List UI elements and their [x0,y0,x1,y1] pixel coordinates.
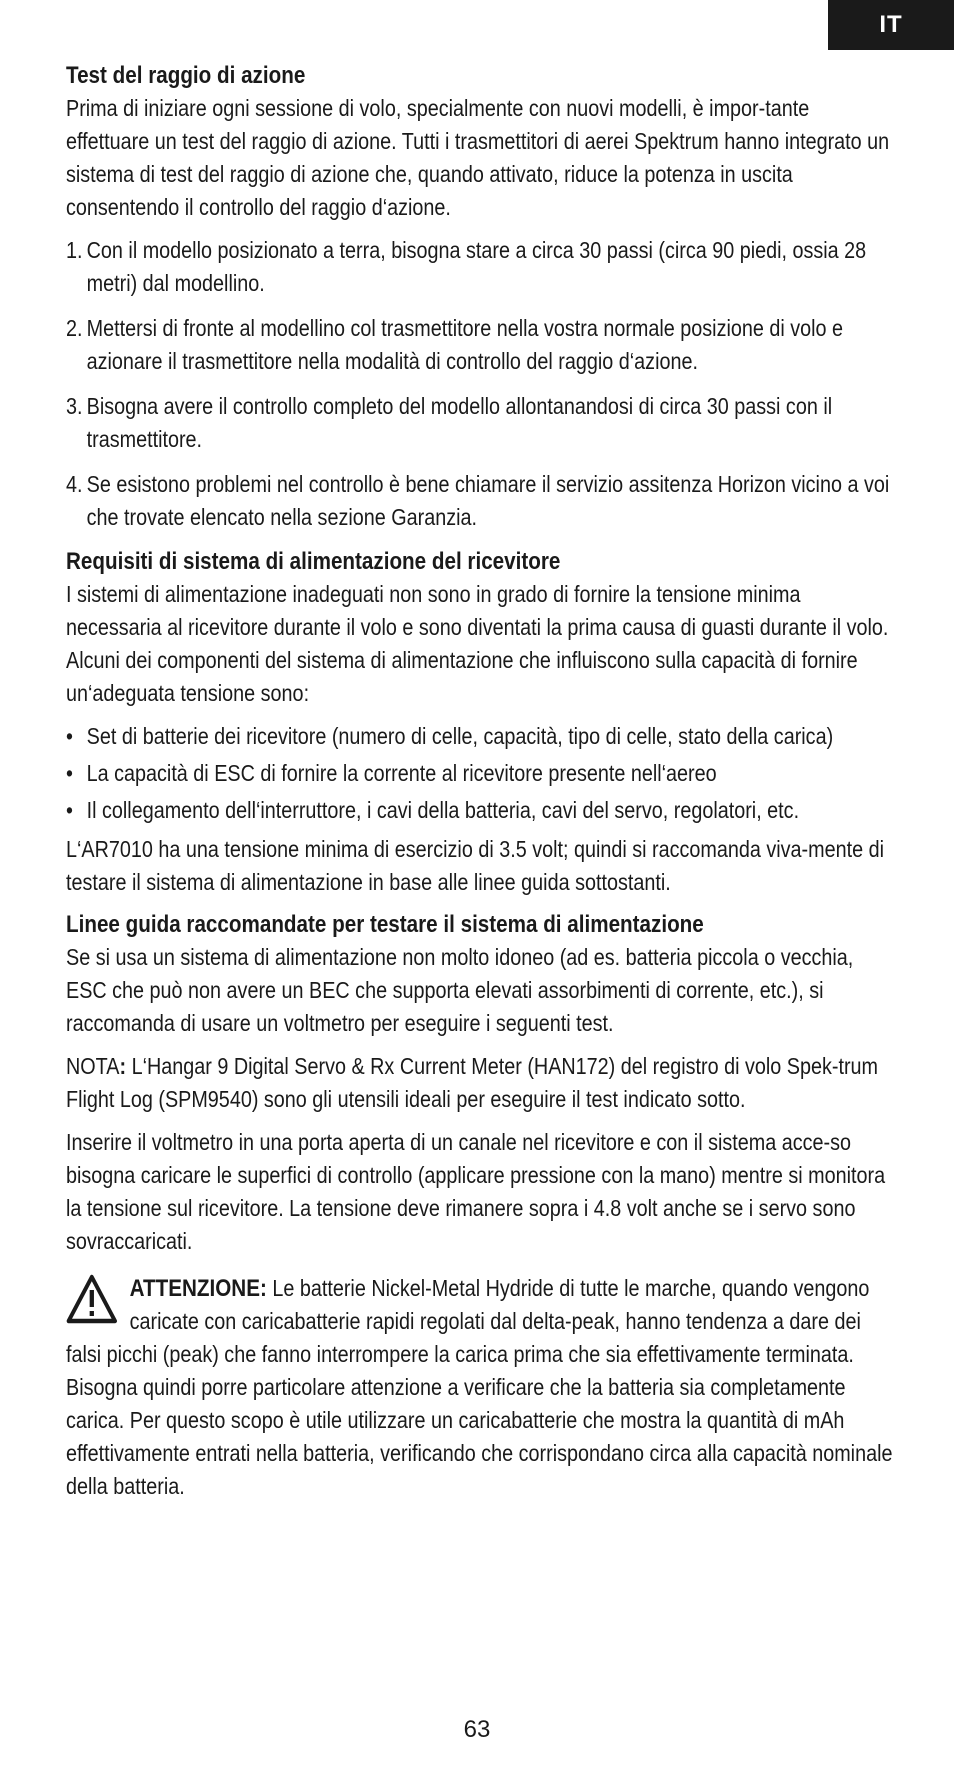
guidelines-paragraph: Se si usa un sistema di alimentazione non molto idoneo (ad es. batteria piccola o vecchia, ESC che può non avere un BEC che supporta elevati assorbimenti di corrente, etc.), si raccomanda di usare un voltmetro per eseguire i seguenti test. [66,944,854,1036]
list-item [66,720,896,753]
voltmeter-paragraph: Inserire il voltmetro in una porta aperta di un canale nel ricevitore e con il sistema acce-so bisogna caricare le superfici di controllo (applicare pressione con la mano) mentre si monitora la tensione sul ricevitore. La tensione deve rimanere sopra i 4.8 volt anche se i servo sono sovraccaricati. [66,1129,886,1254]
warning-triangle-icon [66,1274,118,1324]
list-text: La capacità di ESC di fornire la corrente al ricevitore presente nell‘aereo [86,760,717,786]
note-text: L‘Hangar 9 Digital Servo & Rx Current Meter (HAN172) del registro di volo Spek-trum Flight Log (SPM9540) sono gli utensili ideali per eseguire il test indicato sotto. [66,1053,879,1112]
list-item [66,390,896,456]
section-heading: Linee guida raccomandate per testare il sistema di alimentazione [66,911,704,938]
list-number: 1. [66,237,83,263]
list-number: 4. [66,471,83,497]
note-colon: : [119,1053,127,1079]
list-item [66,468,896,534]
language-tab: IT [828,0,954,50]
bullet-icon: • [66,723,73,749]
page-content [66,60,893,1503]
section-intro: I sistemi di alimentazione inadeguati non sono in grado di fornire la tensione minima necessaria al ricevitore durante il volo e sono diventati la prima causa di guasti durante il volo. Alcuni dei componenti del sistema di alimentazione che influiscono sulla capacità di fornire un‘adeguata tensione sono: [66,581,889,706]
list-text: Se esistono problemi nel controllo è bene chiamare il servizio assitenza Horizon vicino a voi che trovate elencato nella sezione Garanzia. [86,471,890,530]
bullet-icon: • [66,797,73,823]
note-label: NOTA [66,1053,120,1079]
warning-label: ATTENZIONE: [129,1275,267,1302]
bullet-icon: • [66,760,73,786]
section-heading: Test del raggio di azione [66,62,306,89]
warning-block [66,1272,896,1503]
list-text: Il collegamento dell‘interruttore, i cavi della batteria, cavi del servo, regolatori, etc. [86,797,800,823]
list-item [66,794,896,827]
section-outro: L‘AR7010 ha una tensione minima di esercizio di 3.5 volt; quindi si raccomanda viva-mente di testare il sistema di alimentazione in base alle linee guida sottostanti. [66,836,885,895]
section-range-test [66,60,896,534]
list-text: Bisogna avere il controllo completo del modello allontanandosi di circa 30 passi con il trasmettitore. [86,393,833,452]
section-intro: Prima di iniziare ogni sessione di volo, specialmente con nuovi modelli, è impor-tante effettuare un test del raggio di azione. Tutti i trasmettitori di aerei Spektrum hanno integrato un sistema di test del raggio di azione che, quando attivato, riduce la potenza in uscita consentendo il controllo del raggio d‘azione. [66,95,890,220]
section-power-requirements [66,546,896,899]
list-number: 3. [66,393,83,419]
list-item [66,312,896,378]
steps-list [66,234,896,534]
list-text: Mettersi di fronte al modellino col trasmettitore nella vostra normale posizione di volo e azionare il trasmettitore nella modalità di controllo del raggio d‘azione. [86,315,844,374]
note-paragraph [66,1050,896,1116]
list-item [66,234,896,300]
bullet-list [66,720,896,827]
page-number: 63 [463,1716,491,1743]
section-heading: Requisiti di sistema di alimentazione del ricevitore [66,548,561,575]
list-text: Con il modello posizionato a terra, bisogna stare a circa 30 passi (circa 90 piedi, ossia 28 metri) dal modellino. [86,237,867,296]
list-item [66,757,896,790]
list-number: 2. [66,315,83,341]
section-guidelines [66,909,896,1258]
warning-text: Le batterie Nickel-Metal Hydride di tutte le marche, quando vengono caricate con caricabatterie rapidi regolati dal delta-peak, hanno tendenza a dare dei falsi picchi (peak) che fanno interrompere la carica prima che sia effettivamente terminata. Bisogna quindi porre particolare attenzione a verificare che la batteria sia completamente carica. Per questo scopo è utile utilizzare un caricabatterie che mostra la quantità di mAh effettivamente entrati nella batteria, verificando che corrispondano circa alla capacità nominale della batteria. [66,1275,893,1499]
list-text: Set di batterie dei ricevitore (numero di celle, capacità, tipo di celle, stato della carica) [86,723,834,749]
